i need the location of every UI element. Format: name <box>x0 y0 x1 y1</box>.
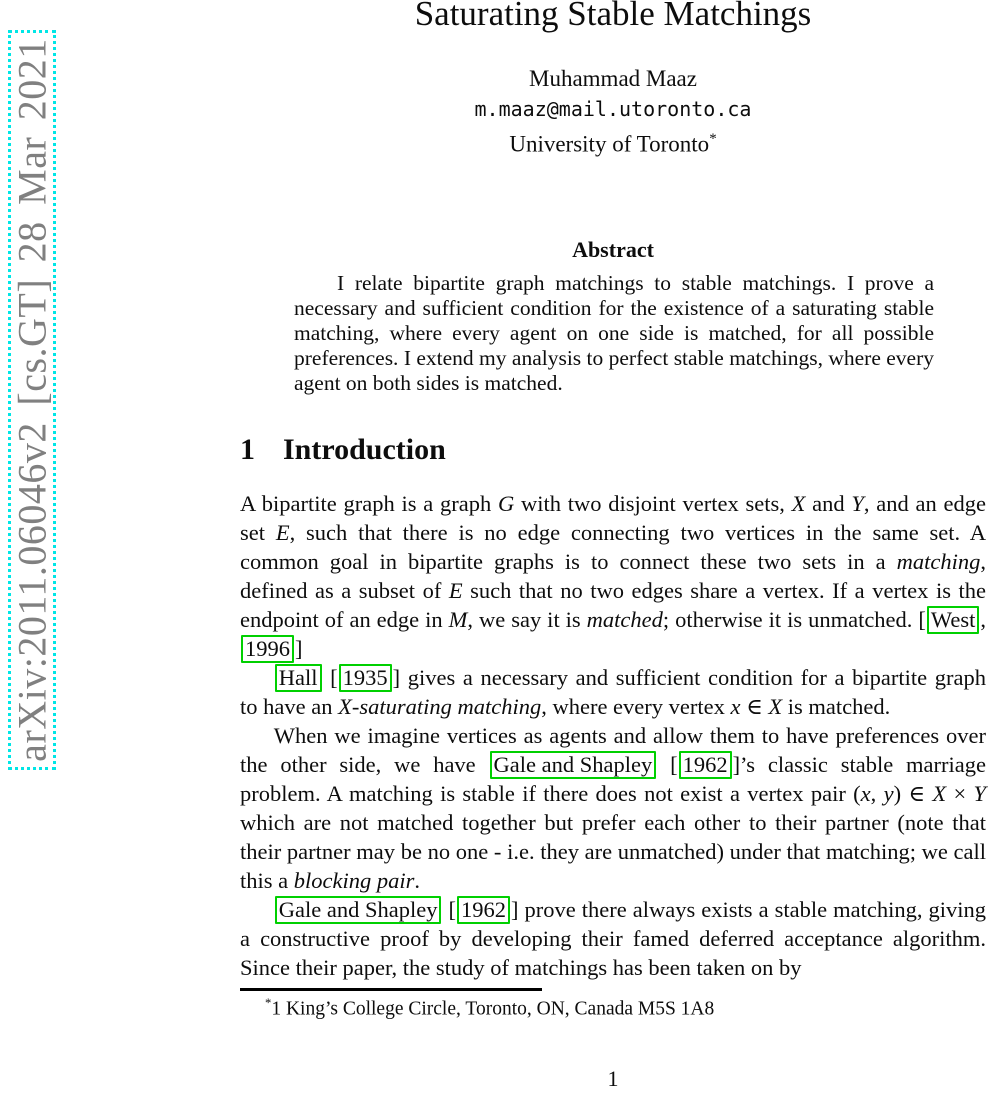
citation-link[interactable]: 1935 <box>339 664 392 692</box>
author-name: Muhammad Maaz <box>529 66 697 91</box>
citation-link[interactable]: Gale and Shapley <box>275 896 442 924</box>
citation-link[interactable]: 1996 <box>241 635 294 663</box>
body-text: with two disjoint vertex sets, <box>514 491 792 516</box>
paragraph <box>240 895 986 982</box>
body-text: A bipartite graph is a graph <box>240 491 498 516</box>
citation-link[interactable]: Gale and Shapley <box>490 751 657 779</box>
emphasized-text: matching <box>896 549 981 574</box>
body-text: ∈ <box>740 694 769 719</box>
body-text: ]’s classic stable marriage problem. A matching is stable if there does not exist a vertex pair ( <box>240 752 986 806</box>
arxiv-watermark-link[interactable] <box>8 30 56 770</box>
author-email: m.maaz@mail.utoronto.ca <box>474 97 752 121</box>
body-text: , where every vertex <box>541 694 731 719</box>
paragraph <box>240 489 986 663</box>
footnote-text: *1 King’s College Circle, Toronto, ON, Canada M5S 1A8 <box>265 996 715 1020</box>
abstract-text: I relate bipartite graph matchings to stable matchings. I prove a necessary and sufficient condition for the existence of a saturating stable matching, where every agent on one side is matched, for all possible preferences. I extend my analysis to perfect stable matchings, where every agent on both sides is matched. <box>294 271 934 395</box>
section-number: 1 <box>240 433 255 466</box>
body-paragraphs <box>240 489 986 982</box>
emphasized-text: x <box>730 694 741 719</box>
emphasized-text: E <box>448 578 463 603</box>
arxiv-watermark-text: arXiv:2011.06046v2 [cs.GT] 28 Mar 2021 <box>9 38 55 762</box>
body-text: , defined as a subset of <box>240 549 986 603</box>
abstract-heading: Abstract <box>572 237 654 262</box>
emphasized-text: blocking pair <box>293 868 415 893</box>
citation-link[interactable]: Hall <box>275 664 322 692</box>
emphasized-text: matched <box>586 607 663 632</box>
body-text: When we imagine vertices as agents and allow them to have preferences over the other side, we have <box>240 723 986 777</box>
emphasized-text: X <box>768 694 783 719</box>
body-text: , <box>870 781 884 806</box>
author-block <box>240 64 986 160</box>
author-affiliation: University of Toronto* <box>509 131 717 157</box>
emphasized-text: y <box>883 781 894 806</box>
body-text: ] prove there always exists a stable matching, giving a constructive proof by developing their famed deferred acceptance algorithm. Since their paper, the study of matchings has been taken on by <box>240 897 986 980</box>
body-text: ) ∈ <box>893 781 933 806</box>
citation-link[interactable]: West <box>927 606 979 634</box>
body-text: , we say it is <box>467 607 587 632</box>
body-text: ] <box>295 636 303 661</box>
citation-link[interactable]: 1962 <box>679 751 732 779</box>
emphasized-text: M <box>448 607 468 632</box>
emphasized-text: x <box>860 781 871 806</box>
emphasized-text: X <box>791 491 806 516</box>
emphasized-text: Y <box>973 781 986 806</box>
body-text: [ <box>442 897 456 922</box>
body-text: , and an edge set <box>240 491 986 545</box>
paper-content <box>240 0 986 1097</box>
body-text: [ <box>657 752 678 777</box>
body-text: , such that there is no edge connecting two vertices in the same set. A common goal in bipartite graphs is to connect these two sets in a <box>240 520 986 574</box>
emphasized-text: X-saturating matching <box>338 694 542 719</box>
body-text: × <box>946 781 974 806</box>
footnote-marker: * <box>265 996 272 1010</box>
body-text: , <box>980 607 986 632</box>
emphasized-text: X <box>932 781 947 806</box>
body-text: such that no two edges share a vertex. If a vertex is the endpoint of an edge in <box>240 578 986 632</box>
body-text: . <box>414 868 420 893</box>
paragraph <box>240 721 986 895</box>
body-text: and <box>805 491 852 516</box>
section-heading-introduction <box>240 433 446 467</box>
body-text: which are not matched together but prefer each other to their partner (note that their partner may be no one - i.e. they are unmatched) under that matching; we call this a <box>240 810 986 893</box>
affiliation-footnote-mark: * <box>709 131 717 147</box>
page-number: 1 <box>607 1066 619 1091</box>
body-text: ] gives a necessary and sufficient condition for a bipartite graph to have an <box>240 665 986 719</box>
footnote-rule <box>240 988 542 991</box>
emphasized-text: Y <box>851 491 864 516</box>
paper-title: Saturating Stable Matchings <box>414 0 812 33</box>
section-title: Introduction <box>283 433 446 466</box>
paragraph <box>240 663 986 721</box>
body-text: [ <box>322 665 338 690</box>
citation-link[interactable]: 1962 <box>457 896 510 924</box>
emphasized-text: E <box>275 520 290 545</box>
body-text: ; otherwise it is unmatched. [ <box>662 607 926 632</box>
body-text: is matched. <box>782 694 891 719</box>
emphasized-text: G <box>497 491 515 516</box>
